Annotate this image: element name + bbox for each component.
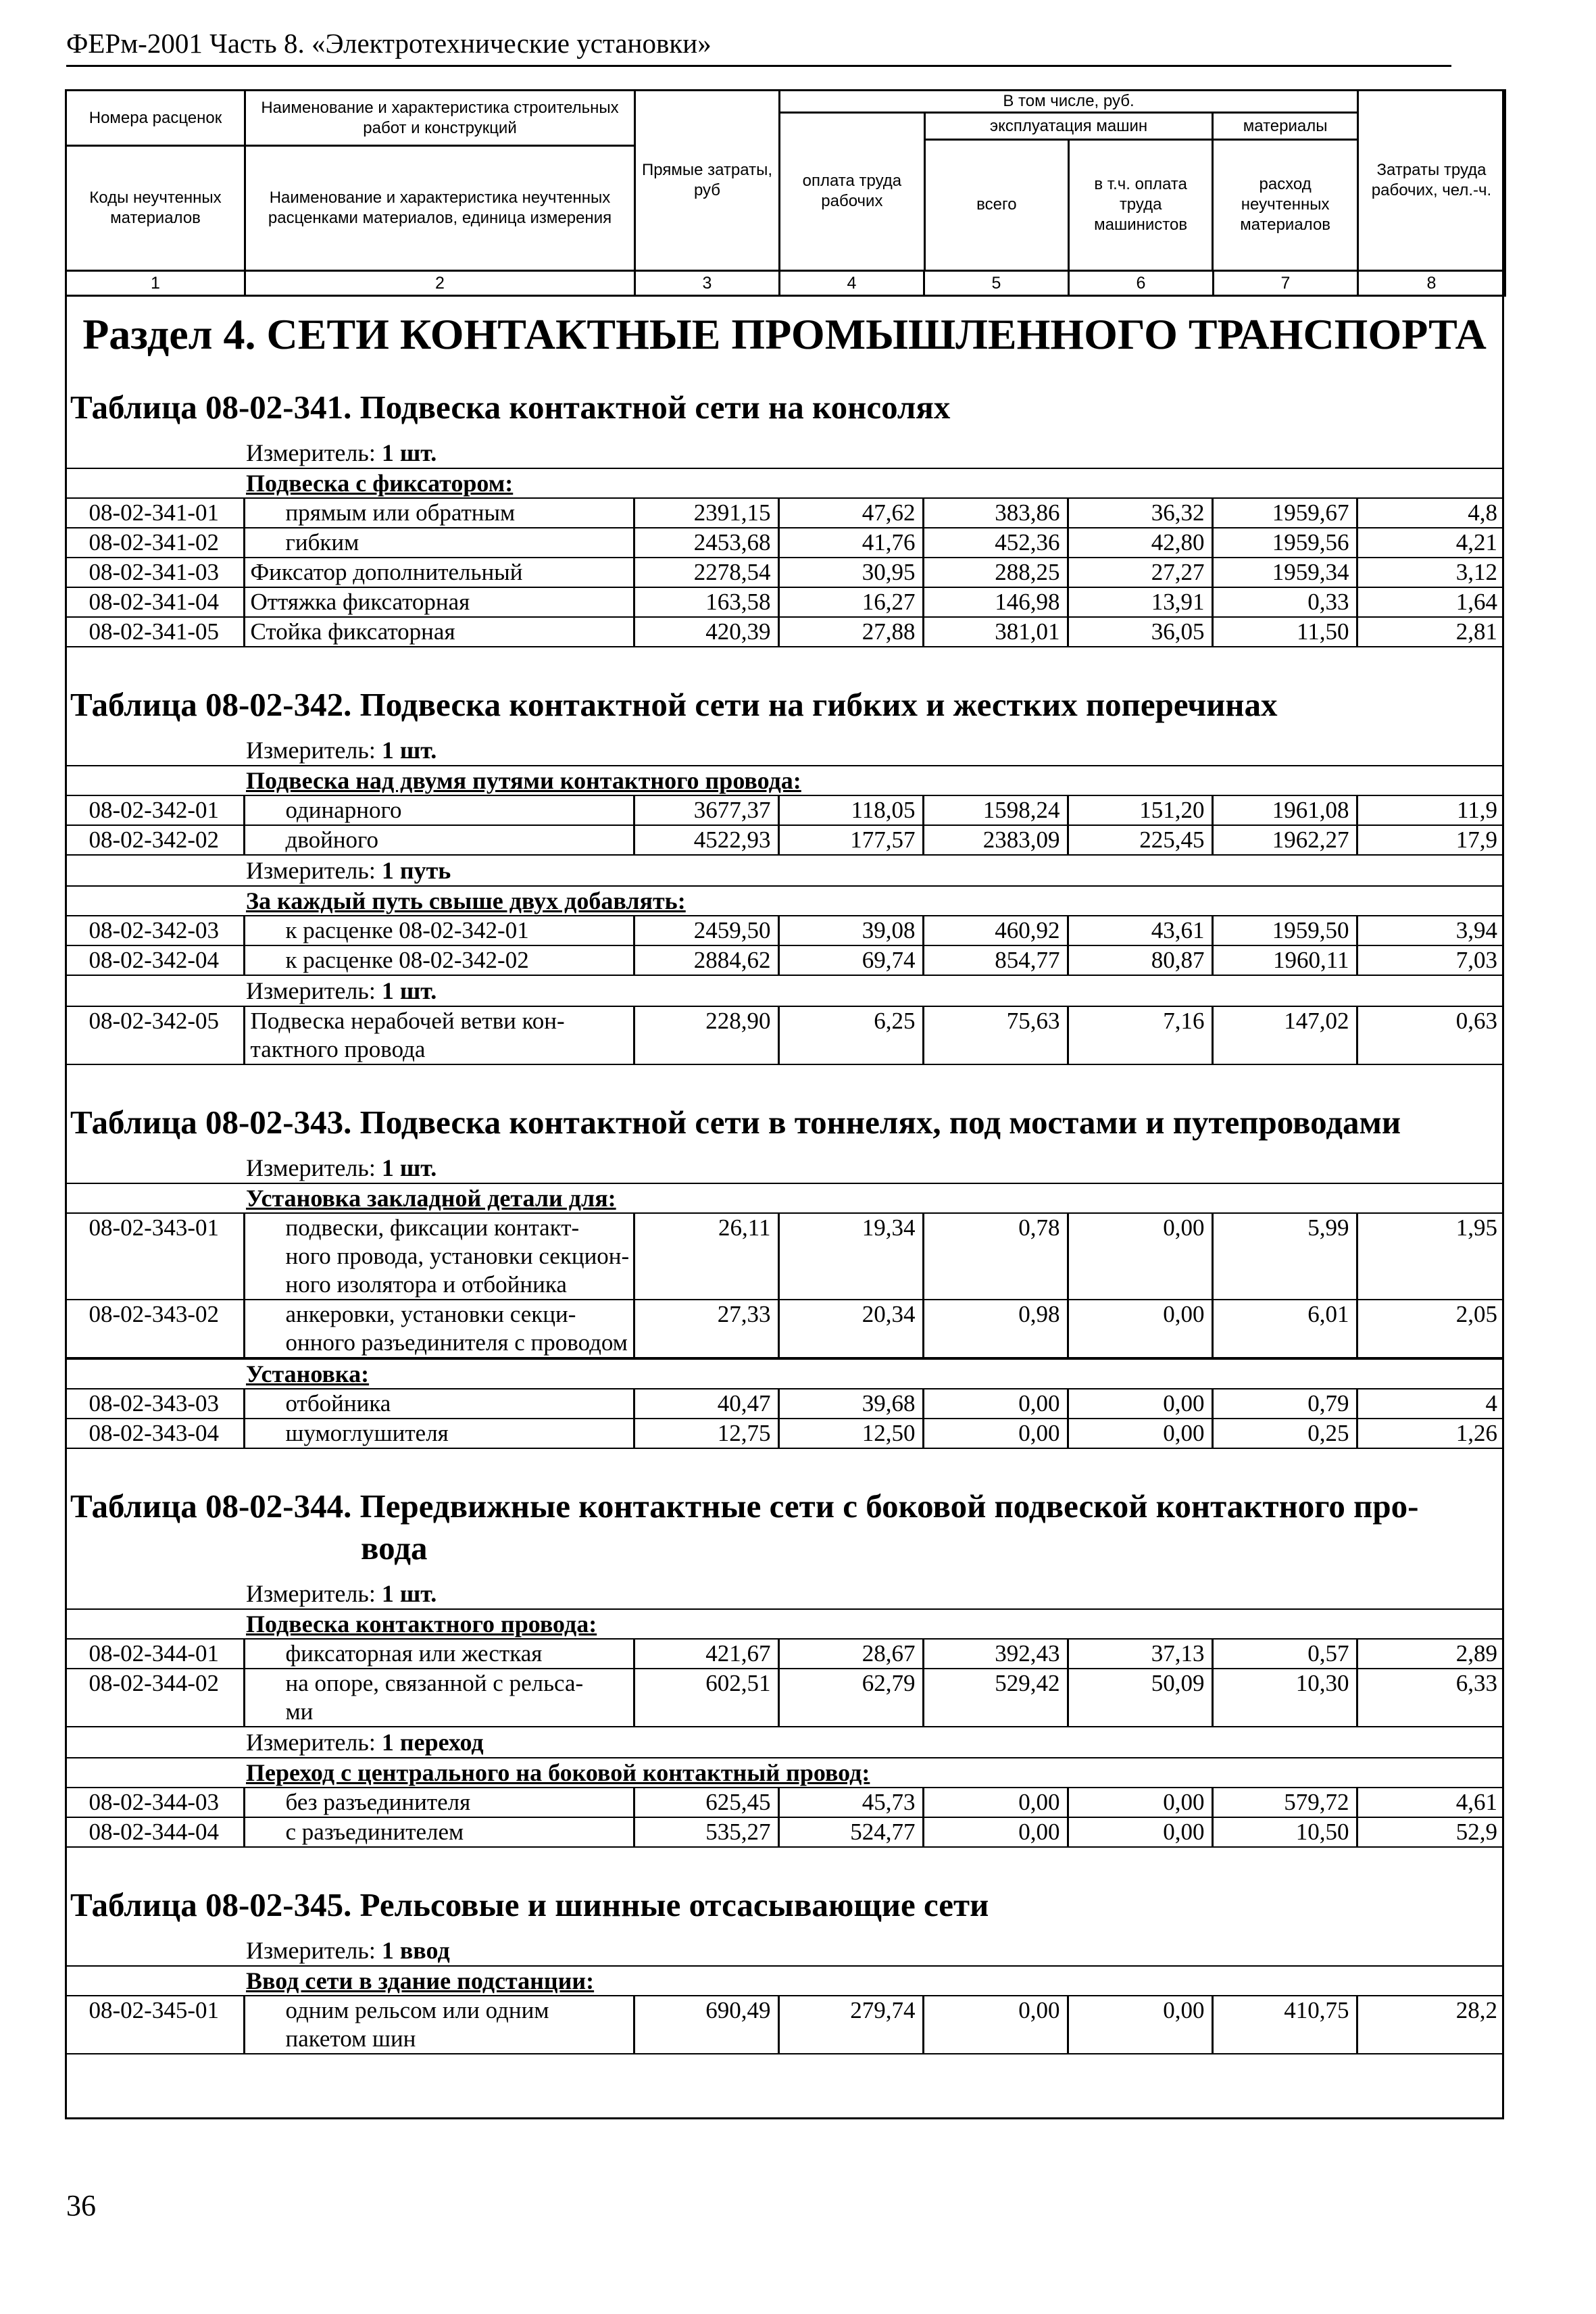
labor-pay: 6,25 (778, 1006, 923, 1064)
materials-cost: 1962,27 (1212, 825, 1357, 855)
materials-cost: 0,33 (1212, 587, 1357, 617)
unit-caption: Измеритель: (246, 857, 382, 884)
table-row (65, 825, 1504, 855)
labor-pay: 39,08 (778, 916, 923, 945)
machinist-pay: 0,00 (1068, 1419, 1212, 1448)
group-heading: За каждый путь свыше двух добавлять: (65, 885, 1504, 915)
labor-hours: 11,9 (1357, 795, 1504, 825)
machinist-pay: 37,13 (1068, 1639, 1212, 1669)
rates-table (65, 795, 1504, 856)
direct-cost: 535,27 (634, 1817, 778, 1847)
labor-hours: 2,89 (1357, 1639, 1504, 1669)
section-title: Раздел 4. СЕТИ КОНТАКТНЫЕ ПРОМЫШЛЕННОГО ТРАНСПОРТА (82, 310, 1487, 358)
machinist-pay: 225,45 (1068, 825, 1212, 855)
materials-cost: 1959,56 (1212, 528, 1357, 558)
direct-cost: 12,75 (634, 1419, 778, 1448)
machinist-pay: 27,27 (1068, 558, 1212, 587)
machine-total: 0,78 (923, 1213, 1068, 1300)
rate-description: Подвеска нерабочей ветви кон- тактного провода (244, 1006, 634, 1064)
materials-cost: 1960,11 (1212, 945, 1357, 975)
machine-total: 75,63 (923, 1006, 1068, 1064)
rate-description: прямым или обратным (244, 498, 634, 528)
table-title: Таблица 08-02-344. Передвижные контактные сети с боковой подвеской контактного про- вода (70, 1487, 1419, 1567)
labor-pay: 45,73 (778, 1788, 923, 1817)
table-row (65, 1639, 1504, 1669)
direct-cost: 40,47 (634, 1389, 778, 1419)
unit-caption: Измеритель: (246, 1729, 382, 1756)
materials-cost: 579,72 (1212, 1788, 1357, 1817)
machinist-pay: 42,80 (1068, 528, 1212, 558)
unit-value: 1 ввод (381, 1937, 450, 1964)
rate-description: с разъединителем (244, 1817, 634, 1847)
machinist-pay: 36,32 (1068, 498, 1212, 528)
machine-total: 383,86 (923, 498, 1068, 528)
machinist-pay: 43,61 (1068, 916, 1212, 945)
materials-cost: 11,50 (1212, 617, 1357, 647)
column-number-4: 4 (780, 270, 924, 295)
table-row (65, 498, 1504, 528)
labor-pay: 69,74 (778, 945, 923, 975)
labor-hours: 4,8 (1357, 498, 1504, 528)
direct-cost: 4522,93 (634, 825, 778, 855)
unit-label (65, 735, 1504, 765)
labor-pay: 27,88 (778, 617, 923, 647)
col3-header: Прямые затраты, руб (635, 91, 780, 271)
rates-table (65, 1995, 1504, 2054)
rate-code: 08-02-343-03 (65, 1389, 244, 1419)
rate-code: 08-02-343-02 (65, 1300, 244, 1358)
direct-cost: 2453,68 (634, 528, 778, 558)
materials-cost: 1959,67 (1212, 498, 1357, 528)
table-spacer (65, 1848, 1504, 1868)
table-spacer (65, 1065, 1504, 1085)
labor-hours: 6,33 (1357, 1669, 1504, 1727)
machinist-pay: 0,00 (1068, 1300, 1212, 1358)
rate-description: подвески, фиксации контакт- ного провода, установки секцион- ного изолятора и отбойника (244, 1213, 634, 1300)
machinist-pay: 36,05 (1068, 617, 1212, 647)
rates-table (65, 1006, 1504, 1065)
machinist-pay: 151,20 (1068, 795, 1212, 825)
machinist-pay: 50,09 (1068, 1669, 1212, 1727)
materials-header: материалы (1213, 113, 1357, 140)
col2-bottom-header: Наименование и характеристика неучтенных расценками материалов, единица измерения (245, 146, 635, 270)
table-row (65, 1213, 1504, 1300)
materials-cost: 0,25 (1212, 1419, 1357, 1448)
direct-cost: 2391,15 (634, 498, 778, 528)
unit-label (65, 856, 1504, 885)
materials-cost: 10,50 (1212, 1817, 1357, 1847)
labor-pay: 41,76 (778, 528, 923, 558)
rate-code: 08-02-342-03 (65, 916, 244, 945)
machine-total: 0,00 (923, 1419, 1068, 1448)
rates-table (65, 1212, 1504, 1358)
col2-top-header: Наименование и характеристика строительных работ и конструкций (245, 91, 635, 146)
materials-cost: 0,79 (1212, 1389, 1357, 1419)
table-title: Таблица 08-02-341. Подвеска контактной сети на консолях (70, 389, 951, 426)
table-row (65, 1006, 1504, 1064)
table-row (65, 1300, 1504, 1358)
rate-code: 08-02-342-05 (65, 1006, 244, 1064)
direct-cost: 26,11 (634, 1213, 778, 1300)
column-number-6: 6 (1069, 270, 1214, 295)
table-row (65, 1669, 1504, 1727)
rate-code: 08-02-341-05 (65, 617, 244, 647)
materials-cost: 6,01 (1212, 1300, 1357, 1358)
rate-description: фиксаторная или жесткая (244, 1639, 634, 1669)
column-number-8: 8 (1358, 270, 1505, 295)
rate-description: одним рельсом или одним пакетом шин (244, 1996, 634, 2054)
rate-code: 08-02-344-02 (65, 1669, 244, 1727)
direct-cost: 602,51 (634, 1669, 778, 1727)
group-heading: Переход с центрального на боковой контактный провод: (65, 1757, 1504, 1787)
table-title: Таблица 08-02-345. Рельсовые и шинные отсасывающие сети (70, 1886, 989, 1923)
table-row (65, 916, 1504, 945)
rates-table (65, 497, 1504, 647)
labor-hours: 3,12 (1357, 558, 1504, 587)
rates-table (65, 1638, 1504, 1727)
direct-cost: 690,49 (634, 1996, 778, 2054)
col5-header: всего (924, 140, 1068, 270)
unit-caption: Измеритель: (246, 1580, 382, 1607)
column-number-7: 7 (1214, 270, 1358, 295)
rate-description: к расценке 08-02-342-01 (244, 916, 634, 945)
rate-code: 08-02-343-04 (65, 1419, 244, 1448)
labor-hours: 0,63 (1357, 1006, 1504, 1064)
rates-table (65, 1388, 1504, 1449)
col7-header: расход неучтенных материалов (1240, 175, 1331, 235)
labor-hours: 1,64 (1357, 587, 1504, 617)
table-row (65, 528, 1504, 558)
group-heading: Подвеска контактного провода: (65, 1608, 1504, 1638)
group-heading: Подвеска над двумя путями контактного провода: (65, 765, 1504, 795)
direct-cost: 2278,54 (634, 558, 778, 587)
machinist-pay: 0,00 (1068, 1817, 1212, 1847)
labor-hours: 4,21 (1357, 528, 1504, 558)
labor-pay: 16,27 (778, 587, 923, 617)
machinist-pay: 0,00 (1068, 1996, 1212, 2054)
unit-label (65, 1579, 1504, 1608)
materials-cost: 0,57 (1212, 1639, 1357, 1669)
table-row (65, 1996, 1504, 2054)
direct-cost: 625,45 (634, 1788, 778, 1817)
rate-description: отбойника (244, 1389, 634, 1419)
labor-pay: 19,34 (778, 1213, 923, 1300)
document-body (65, 269, 1504, 2075)
labor-hours: 7,03 (1357, 945, 1504, 975)
unit-label (65, 1727, 1504, 1757)
materials-cost: 147,02 (1212, 1006, 1357, 1064)
unit-label (65, 438, 1504, 468)
rate-code: 08-02-342-01 (65, 795, 244, 825)
direct-cost: 420,39 (634, 617, 778, 647)
incl-header (780, 91, 1358, 271)
rates-table (65, 1787, 1504, 1848)
machine-total: 460,92 (923, 916, 1068, 945)
table-row (65, 587, 1504, 617)
direct-cost: 228,90 (634, 1006, 778, 1064)
column-number-1: 1 (66, 270, 245, 295)
table-row (65, 795, 1504, 825)
rate-code: 08-02-341-02 (65, 528, 244, 558)
rate-description: Оттяжка фиксаторная (244, 587, 634, 617)
rate-description: к расценке 08-02-342-02 (244, 945, 634, 975)
machines-header: эксплуатация машин (924, 113, 1213, 140)
direct-cost: 163,58 (634, 587, 778, 617)
unit-caption: Измеритель: (246, 737, 382, 764)
machinist-pay: 13,91 (1068, 587, 1212, 617)
labor-pay: 118,05 (778, 795, 923, 825)
labor-hours: 17,9 (1357, 825, 1504, 855)
rate-code: 08-02-341-04 (65, 587, 244, 617)
group-heading: Подвеска с фиксатором: (65, 468, 1504, 497)
rate-description: Фиксатор дополнительный (244, 558, 634, 587)
labor-hours: 4 (1357, 1389, 1504, 1419)
machine-total: 854,77 (923, 945, 1068, 975)
labor-hours: 2,81 (1357, 617, 1504, 647)
table-title: Таблица 08-02-342. Подвеска контактной сети на гибких и жестких поперечинах (70, 686, 1278, 723)
machine-total: 0,00 (923, 1389, 1068, 1419)
labor-hours: 2,05 (1357, 1300, 1504, 1358)
column-number-2: 2 (245, 270, 635, 295)
unit-label (65, 1936, 1504, 1965)
machinist-pay: 0,00 (1068, 1213, 1212, 1300)
rate-code: 08-02-341-03 (65, 558, 244, 587)
machinist-pay: 0,00 (1068, 1389, 1212, 1419)
machine-total: 529,42 (923, 1669, 1068, 1727)
rate-code: 08-02-342-04 (65, 945, 244, 975)
rate-code: 08-02-344-03 (65, 1788, 244, 1817)
col1-top-header: Номера расценок (66, 91, 245, 146)
machine-total: 0,98 (923, 1300, 1068, 1358)
machine-total: 381,01 (923, 617, 1068, 647)
labor-pay: 28,67 (778, 1639, 923, 1669)
labor-pay: 20,34 (778, 1300, 923, 1358)
table-row (65, 617, 1504, 647)
rate-code: 08-02-341-01 (65, 498, 244, 528)
unit-value: 1 шт. (381, 977, 437, 1004)
labor-hours: 1,95 (1357, 1213, 1504, 1300)
column-number-5: 5 (924, 270, 1069, 295)
unit-value: 1 переход (381, 1729, 484, 1756)
machine-total: 2383,09 (923, 825, 1068, 855)
labor-pay: 524,77 (778, 1817, 923, 1847)
rate-description: одинарного (244, 795, 634, 825)
direct-cost: 27,33 (634, 1300, 778, 1358)
machinist-pay: 7,16 (1068, 1006, 1212, 1064)
unit-caption: Измеритель: (246, 439, 382, 466)
table-spacer (65, 647, 1504, 668)
labor-pay: 177,57 (778, 825, 923, 855)
materials-cost: 410,75 (1212, 1996, 1357, 2054)
labor-hours: 4,61 (1357, 1788, 1504, 1817)
table-row (65, 1419, 1504, 1448)
col1-bottom-header: Коды неучтенных материалов (66, 146, 245, 270)
rate-description: анкеровки, установки секци- онного разъединителя с проводом (244, 1300, 634, 1358)
group-heading: Установка: (65, 1358, 1504, 1388)
unit-value: 1 шт. (381, 737, 437, 764)
column-header (65, 89, 1506, 297)
table-row (65, 1788, 1504, 1817)
materials-cost: 1961,08 (1212, 795, 1357, 825)
machine-total: 0,00 (923, 1788, 1068, 1817)
labor-pay: 47,62 (778, 498, 923, 528)
table-row (65, 945, 1504, 975)
rate-description: гибким (244, 528, 634, 558)
machine-total: 0,00 (923, 1817, 1068, 1847)
machine-total: 452,36 (923, 528, 1068, 558)
machinist-pay: 0,00 (1068, 1788, 1212, 1817)
column-number-3: 3 (635, 270, 780, 295)
materials-cost: 5,99 (1212, 1213, 1357, 1300)
rate-description: без разъединителя (244, 1788, 634, 1817)
unit-caption: Измеритель: (246, 977, 382, 1004)
direct-cost: 421,67 (634, 1639, 778, 1669)
unit-caption: Измеритель: (246, 1154, 382, 1181)
rate-code: 08-02-345-01 (65, 1996, 244, 2054)
labor-hours: 28,2 (1357, 1996, 1504, 2054)
table-row (65, 1389, 1504, 1419)
page-number: 36 (66, 2189, 96, 2222)
direct-cost: 3677,37 (634, 795, 778, 825)
col8-header: Затраты труда рабочих, чел.-ч. (1358, 91, 1505, 271)
labor-pay: 39,68 (778, 1389, 923, 1419)
unit-caption: Измеритель: (246, 1937, 382, 1964)
rate-description: шумоглушителя (244, 1419, 634, 1448)
machine-total: 0,00 (923, 1996, 1068, 2054)
table-row (65, 1817, 1504, 1847)
table-spacer (65, 2054, 1504, 2075)
rate-description: двойного (244, 825, 634, 855)
labor-hours: 1,26 (1357, 1419, 1504, 1448)
materials-cost: 1959,34 (1212, 558, 1357, 587)
labor-hours: 52,9 (1357, 1817, 1504, 1847)
materials-cost: 10,30 (1212, 1669, 1357, 1727)
rates-table (65, 915, 1504, 976)
rate-code: 08-02-344-04 (65, 1817, 244, 1847)
table-spacer (65, 1449, 1504, 1469)
machine-total: 1598,24 (923, 795, 1068, 825)
labor-pay: 30,95 (778, 558, 923, 587)
page-header: ФЕРм-2001 Часть 8. «Электротехнические установки» (66, 27, 1451, 67)
direct-cost: 2884,62 (634, 945, 778, 975)
unit-value: 1 шт. (381, 1580, 437, 1607)
labor-hours: 3,94 (1357, 916, 1504, 945)
rate-code: 08-02-343-01 (65, 1213, 244, 1300)
labor-pay: 62,79 (778, 1669, 923, 1727)
materials-cost: 1959,50 (1212, 916, 1357, 945)
machine-total: 392,43 (923, 1639, 1068, 1669)
unit-value: 1 шт. (381, 1154, 437, 1181)
rate-code: 08-02-344-01 (65, 1639, 244, 1669)
table-row (65, 558, 1504, 587)
unit-value: 1 путь (381, 857, 451, 884)
direct-cost: 2459,50 (634, 916, 778, 945)
unit-label (65, 1153, 1504, 1183)
incl-label: В том числе, руб. (780, 91, 1357, 113)
machine-total: 146,98 (923, 587, 1068, 617)
machinist-pay: 80,87 (1068, 945, 1212, 975)
rate-code: 08-02-342-02 (65, 825, 244, 855)
rate-description: на опоре, связанной с рельса- ми (244, 1669, 634, 1727)
group-heading: Установка закладной детали для: (65, 1183, 1504, 1212)
labor-pay: 279,74 (778, 1996, 923, 2054)
table-title: Таблица 08-02-343. Подвеска контактной сети в тоннелях, под мостами и путепроводами (70, 1104, 1401, 1141)
machine-total: 288,25 (923, 558, 1068, 587)
col4-header: оплата труда рабочих (780, 113, 924, 270)
unit-label (65, 976, 1504, 1006)
col6-header: в т.ч. оплата труда машинистов (1069, 140, 1213, 270)
rate-description: Стойка фиксаторная (244, 617, 634, 647)
labor-pay: 12,50 (778, 1419, 923, 1448)
unit-value: 1 шт. (381, 439, 437, 466)
group-heading: Ввод сети в здание подстанции: (65, 1965, 1504, 1995)
